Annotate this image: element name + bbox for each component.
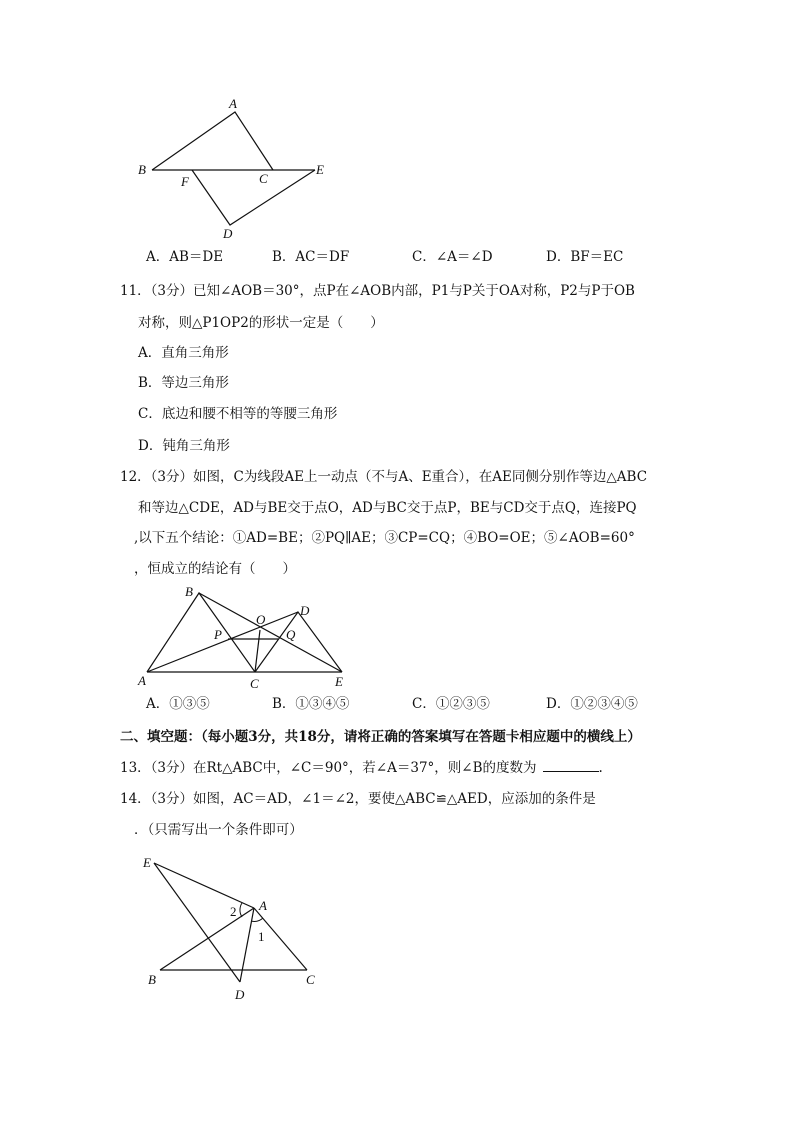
label-o12: O [256,612,266,627]
line-ab [160,908,254,970]
q12-line-2: 和等边△CDE，AD与BE交于点O，AD与BC交于点P，BE与CD交于点Q，连接PQ [138,500,637,516]
q11-option-c: C．底边和腰不相等的等腰三角形 [138,406,338,422]
q12-option-a: A．①③⑤ [146,696,210,712]
q11-option-b: B．等边三角形 [138,375,229,391]
q12-option-b: B．①③④⑤ [272,696,350,712]
q11-option-d: D．钝角三角形 [138,438,230,454]
q12-line-3: ,以下五个结论：①AD=BE；②PQ∥AE；③CP=CQ；④BO=OE；⑤∠AOB=60° [134,530,635,546]
q10-option-c: C．∠A＝∠D [412,249,493,265]
label-c: C [259,171,268,186]
figure-q10 [130,90,350,250]
label-d12: D [300,603,310,618]
label-c14: C [306,972,315,987]
q12-option-d: D．①②③④⑤ [546,696,638,712]
label-p12: P [214,627,222,642]
q11-line-1: 11．（3分）已知∠AOB＝30°，点P在∠AOB内部，P1与P关于OA对称，P2与P于OB [120,283,635,299]
label-b12: B [185,584,193,599]
label-angle-1: 1 [258,929,265,944]
q14-line-1: 14．（3分）如图，AC＝AD，∠1＝∠2，要使△ABC≌△AED，应添加的条件是 [120,791,596,807]
label-e12: E [335,674,343,689]
figure-q10-svg [130,90,350,250]
q10-option-d: D．BF＝EC [546,249,624,265]
q13-line [120,758,603,778]
label-e14: E [143,855,151,870]
line-ad [147,612,298,672]
q11-line-2: 对称，则△P1OP2的形状一定是（ ） [138,315,384,331]
label-a14: A [259,898,267,913]
triangle-def-lines [192,170,315,225]
q13-end: . [598,760,603,776]
q12-line-4: ，恒成立的结论有（ ） [134,561,296,577]
label-a: A [229,96,237,111]
label-a12: A [138,673,146,688]
q12-option-c: C．①②③⑤ [412,696,490,712]
triangle-cde [255,612,342,672]
label-angle-2: 2 [230,904,237,919]
q12-line-1: 12．（3分）如图，C为线段AE上一动点（不与A、E重合），在AE同侧分别作等边△ABC [120,469,648,485]
q10-option-b: B．AC＝DF [272,249,350,265]
line-ad14 [240,908,254,982]
figure-q14-svg [130,850,330,1005]
q11-option-a: A．直角三角形 [138,345,229,361]
section-2-title: 二、填空题：（每小题3分，共18分，请将正确的答案填写在答题卡相应题中的横线上） [120,729,641,745]
q14-line-2: ．（只需写出一个条件即可） [134,822,303,838]
line-ed [154,863,240,982]
triangle-abc [147,593,255,672]
angle-2-arc [240,903,242,917]
angle-1-arc [251,918,263,921]
line-ea [154,863,254,908]
q10-option-a: A．AB＝DE [146,249,224,265]
label-f: F [181,174,189,189]
q13-answer-blank [543,758,599,772]
label-d: D [223,226,233,241]
label-q12: Q [286,627,296,642]
triangle-abc-lines [152,112,273,170]
label-b14: B [148,972,156,987]
label-b: B [138,162,146,177]
figure-q12-svg [130,582,360,692]
figure-q14 [130,850,330,1005]
label-c12: C [250,676,259,691]
figure-q12 [130,582,360,692]
q13-text: 13．（3分）在Rt△ABC中，∠C＝90°，若∠A＝37°，则∠B的度数为 [120,760,537,776]
label-e: E [316,162,324,177]
label-d14: D [235,987,245,1002]
